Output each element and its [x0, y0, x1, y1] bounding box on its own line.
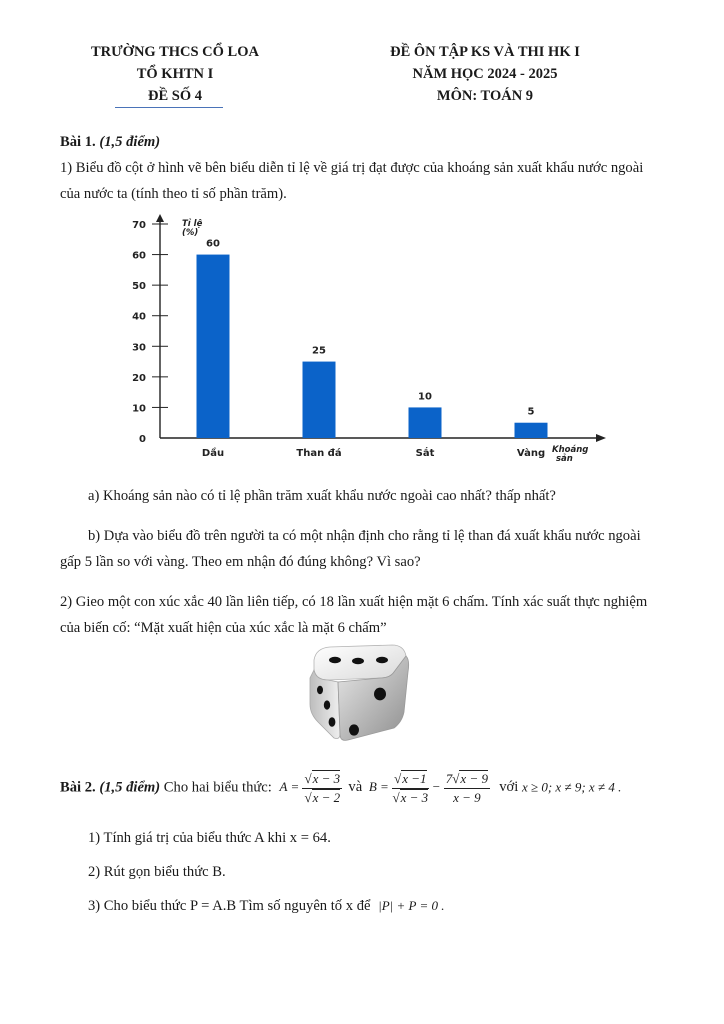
y-tick-label: 0 [139, 434, 146, 445]
bai1-q2-line1: 2) Gieo một con xúc xắc 40 lần liên tiếp, có 18 lần xuất hiện mặt 6 chấm. Tính xác suất thực nghiệm [60, 594, 648, 610]
category-label: Dầu [201, 448, 225, 459]
expr-b-frac1: $\frac{√x -1}{√x - 3}$ [392, 771, 429, 805]
bai1-points: (1,5 điểm) [99, 134, 161, 150]
exam-title: ĐỀ ÔN TẬP KS VÀ THI HK I [390, 44, 580, 60]
expr-a-lhs: A = [279, 779, 300, 795]
y-tick-label: 40 [132, 311, 146, 323]
expr-b-f2-coef: 7 [445, 771, 453, 786]
bar-3 [515, 423, 548, 438]
expr-a-num: x − 3 [312, 771, 341, 786]
bai2-intro: Cho hai biểu thức: [163, 779, 272, 796]
expr-b-f2-num: x − 9 [460, 771, 488, 786]
expr-b [368, 771, 493, 805]
bai2-title: Bài 2. [60, 779, 96, 796]
expr-b-frac2: $\frac{7√x - 9}{x - 9}$ [445, 771, 488, 805]
bai1-heading [60, 130, 682, 154]
data-label: 25 [312, 345, 326, 357]
bai1-q2-line2: của biến cố: “Mặt xuất hiện của xúc xắc là mặt 6 chấm” [60, 620, 387, 636]
y-tick-label: 20 [132, 372, 146, 384]
bai1-title: Bài 1. [60, 134, 96, 150]
bai2-heading [60, 770, 690, 807]
bai1-q1-intro-line2: của nước ta (tính theo tỉ số phần trăm). [60, 186, 287, 202]
bar-1 [303, 362, 336, 438]
y-tick-label: 30 [132, 342, 146, 354]
data-label: 60 [206, 238, 220, 250]
expr-b-f2-den: x − 9 [453, 790, 481, 805]
expr-b-f1-den: x − 3 [400, 790, 429, 805]
bai1-qb-line2: gấp 5 lần so với vàng. Theo em nhận đó đúng không? Vì sao? [60, 554, 421, 570]
bai2-q1: 1) Tính giá trị của biểu thức A khi x = 64. [88, 830, 331, 846]
category-label: Sắt [415, 448, 435, 459]
header-underline [115, 107, 223, 108]
expr-a-den: x − 2 [312, 790, 341, 805]
expr-b-minus: − [431, 779, 441, 795]
expr-b-lhs: B = [368, 779, 389, 795]
bai2-q3-expr: |P| + P = 0 . [378, 898, 445, 913]
bai1-q1-intro-line1: 1) Biểu đồ cột ở hình vẽ bên biểu diễn tỉ lệ về giá trị đạt được của khoáng sản xuất khẩu nước ngoài [60, 160, 644, 176]
expr-b-f1-num: x −1 [402, 771, 427, 786]
subject: MÔN: TOÁN 9 [436, 88, 534, 104]
bai2-q3-text: 3) Cho biểu thức P = A.B Tìm số nguyên tố x để [88, 898, 371, 914]
school-year: NĂM HỌC 2024 - 2025 [412, 66, 558, 82]
department-name: TỔ KHTN I [136, 66, 214, 82]
y-tick-label: 60 [132, 250, 146, 262]
expr-a [279, 771, 345, 805]
x-axis-label-2: sản [556, 454, 573, 464]
bai2-and: và [348, 779, 363, 796]
export-bar-chart [110, 210, 610, 465]
y-tick-label: 50 [132, 281, 146, 293]
data-label: 5 [527, 406, 535, 418]
y-tick-label: 10 [132, 403, 146, 415]
bar-0 [197, 255, 230, 438]
bai2-q3 [88, 894, 682, 918]
dice-icon [300, 642, 415, 742]
y-tick-label: 70 [132, 220, 146, 231]
expr-a-frac: $\frac{√x - 3}{√x - 2}$ [304, 771, 341, 805]
y-axis-unit: (%) [182, 228, 199, 238]
data-label: 10 [418, 391, 432, 403]
category-label: Than đá [296, 448, 342, 459]
school-name: TRƯỜNG THCS CỔ LOA [91, 44, 259, 60]
bai2-conditions: x ≥ 0; x ≠ 9; x ≠ 4 . [521, 779, 622, 795]
category-label: Vàng [516, 448, 546, 459]
x-axis-arrow [596, 434, 606, 442]
y-axis-arrow [156, 214, 164, 222]
bai2-with: với [499, 779, 519, 796]
bai1-qa: a) Khoáng sản nào có tỉ lệ phần trăm xuất khẩu nước ngoài cao nhất? thấp nhất? [88, 488, 556, 504]
bai2-points: (1,5 điểm) [99, 779, 161, 796]
bar-2 [409, 407, 442, 438]
bai1-qb-line1: b) Dựa vào biểu đồ trên người ta có một nhận định cho rằng tỉ lệ than đá xuất khẩu nước ngoài [88, 528, 641, 544]
exam-number: ĐỀ SỐ 4 [148, 88, 202, 104]
x-axis-label: Khoáng [552, 445, 589, 455]
y-axis-label: Tỉ lệ [182, 219, 203, 229]
bai2-q2: 2) Rút gọn biểu thức B. [88, 864, 226, 880]
